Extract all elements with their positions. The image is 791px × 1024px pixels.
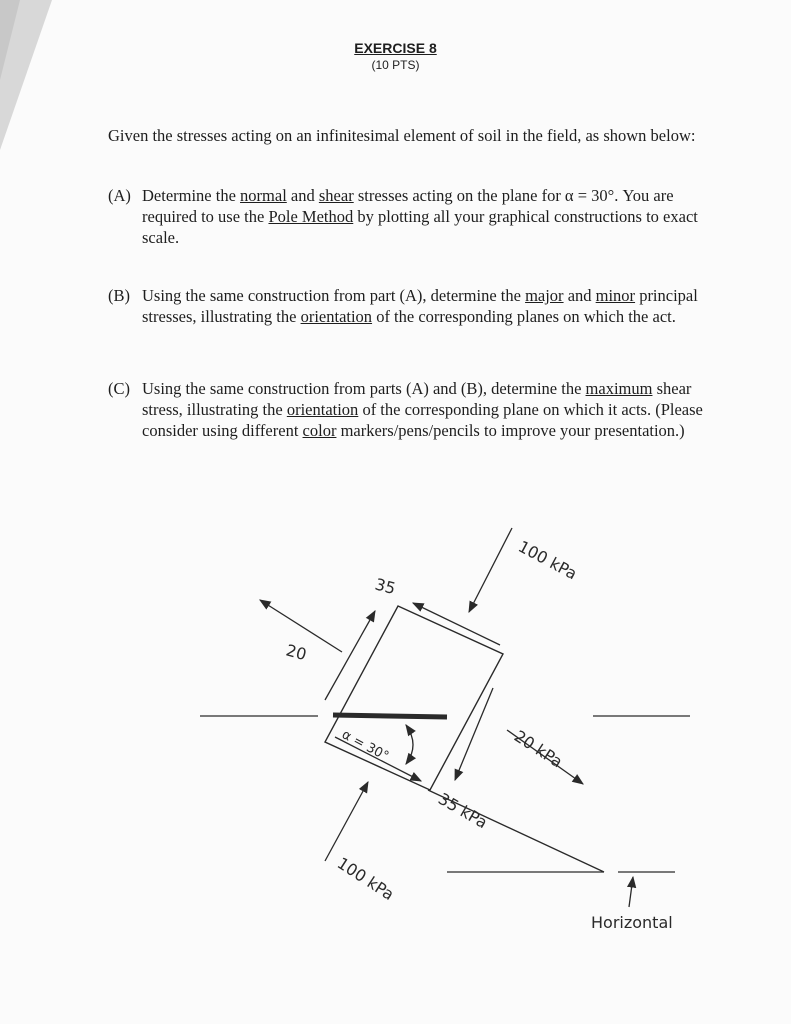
shear-arrow-top: [413, 603, 500, 645]
label-35kpa-bottom: 35 kPa: [435, 789, 491, 833]
intro-text: Given the stresses acting on an infinitesimal element of soil in the field, as shown below:: [108, 126, 696, 145]
horizontal-pointer-arrow: [629, 877, 633, 907]
part-b-label: (B): [108, 286, 130, 305]
part-c-text: Using the same construction from parts (A) and (B), determine the maximum shear stress, illustrating the orientation of the corresponding plane on which it acts. (Please consider using different color markers/pens/pencils to improve your presentation.): [142, 379, 703, 440]
part-c-label: (C): [108, 379, 130, 398]
part-a-label: (A): [108, 186, 131, 205]
label-100kpa-top: 100 kPa: [515, 536, 581, 584]
label-100kpa-bottom: 100 kPa: [333, 853, 398, 905]
exercise-points: (10 PTS): [371, 58, 420, 72]
normal-stress-arrow-bottom: [325, 782, 368, 861]
label-20-left: 20: [283, 640, 309, 665]
horizontal-label: Horizontal: [591, 913, 673, 932]
part-a-text: Determine the normal and shear stresses acting on the plane for α = 30°. You are required to use the Pole Method by plotting all your graphical constructions to exact scale.: [142, 186, 698, 247]
alpha-angle-arc: [406, 725, 413, 764]
exercise-title: EXERCISE 8: [354, 40, 437, 56]
label-alpha-30: α = 30°: [339, 727, 392, 765]
shear-arrow-left: [325, 611, 375, 700]
inclined-plane: [333, 715, 447, 717]
part-b-text: Using the same construction from part (A), determine the major and minor principal stresses, illustrating the orientation of the corresponding planes on which the act.: [142, 286, 698, 326]
label-35-top: 35: [372, 574, 398, 599]
label-20kpa-right: 20 kPa: [510, 726, 566, 772]
normal-stress-arrow-top: [469, 528, 512, 612]
